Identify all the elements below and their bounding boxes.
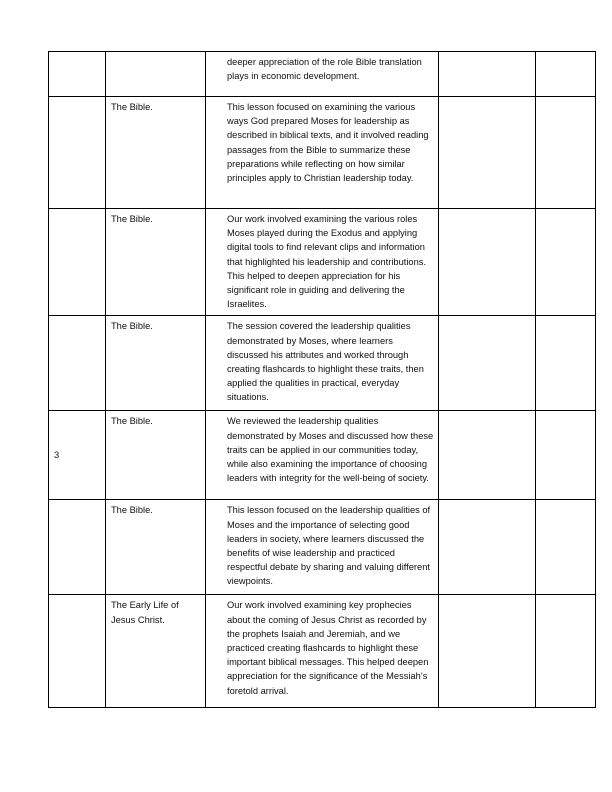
lesson-topic: The Bible. (106, 97, 206, 209)
row-number (49, 209, 106, 316)
table-row (49, 209, 596, 316)
table-row (49, 500, 596, 595)
empty-cell (439, 595, 536, 708)
lesson-topic: The Early Life of Jesus Christ. (106, 595, 206, 708)
lesson-summary: Our work involved examining the various roles Moses played during the Exodus and applying digital tools to find relevant clips and information that highlighted his leadership and contributions. This helped to deepen appreciation for his significant role in guiding and delivering the Israelites. (206, 209, 439, 316)
row-number: 3 (49, 411, 106, 500)
table-row (49, 411, 596, 500)
lesson-topic: The Bible. (106, 316, 206, 411)
lesson-topic: The Bible. (106, 500, 206, 595)
table-row (49, 97, 596, 209)
empty-cell (536, 97, 596, 209)
lesson-table (48, 51, 596, 708)
lesson-summary: deeper appreciation of the role Bible translation plays in economic development. (206, 52, 439, 97)
lesson-summary: This lesson focused on the leadership qualities of Moses and the importance of selecting good leaders in society, where learners discussed the benefits of wise leadership and practiced respectful debate by sharing and valuing different viewpoints. (206, 500, 439, 595)
row-number (49, 97, 106, 209)
row-number (49, 52, 106, 97)
lesson-topic (106, 52, 206, 97)
empty-cell (536, 411, 596, 500)
row-number (49, 595, 106, 708)
empty-cell (536, 209, 596, 316)
empty-cell (439, 411, 536, 500)
table-row (49, 595, 596, 708)
empty-cell (439, 52, 536, 97)
empty-cell (536, 316, 596, 411)
empty-cell (439, 209, 536, 316)
lesson-topic: The Bible. (106, 411, 206, 500)
lesson-summary: This lesson focused on examining the various ways God prepared Moses for leadership as described in biblical texts, and it involved reading passages from the Bible to summarize these preparations while reflecting on how similar principles apply to Christian leadership today. (206, 97, 439, 209)
empty-cell (536, 52, 596, 97)
lesson-summary: We reviewed the leadership qualities demonstrated by Moses and discussed how these traits can be applied in our communities today, while also examining the importance of choosing leaders with integrity for the well-being of society. (206, 411, 439, 500)
row-number (49, 316, 106, 411)
table-row (49, 52, 596, 97)
table-row (49, 316, 596, 411)
empty-cell (439, 316, 536, 411)
empty-cell (536, 595, 596, 708)
empty-cell (439, 97, 536, 209)
empty-cell (536, 500, 596, 595)
empty-cell (439, 500, 536, 595)
row-number (49, 500, 106, 595)
lesson-summary: Our work involved examining key prophecies about the coming of Jesus Christ as recorded by the prophets Isaiah and Jeremiah, and we practiced creating flashcards to highlight these important biblical messages. This helped deepen appreciation for the significance of the Messiah’s foretold arrival. (206, 595, 439, 708)
lesson-summary: The session covered the leadership qualities demonstrated by Moses, where learners discussed his attributes and worked through creating flashcards to highlight these traits, then applied the qualities in practical, everyday situations. (206, 316, 439, 411)
lesson-topic: The Bible. (106, 209, 206, 316)
